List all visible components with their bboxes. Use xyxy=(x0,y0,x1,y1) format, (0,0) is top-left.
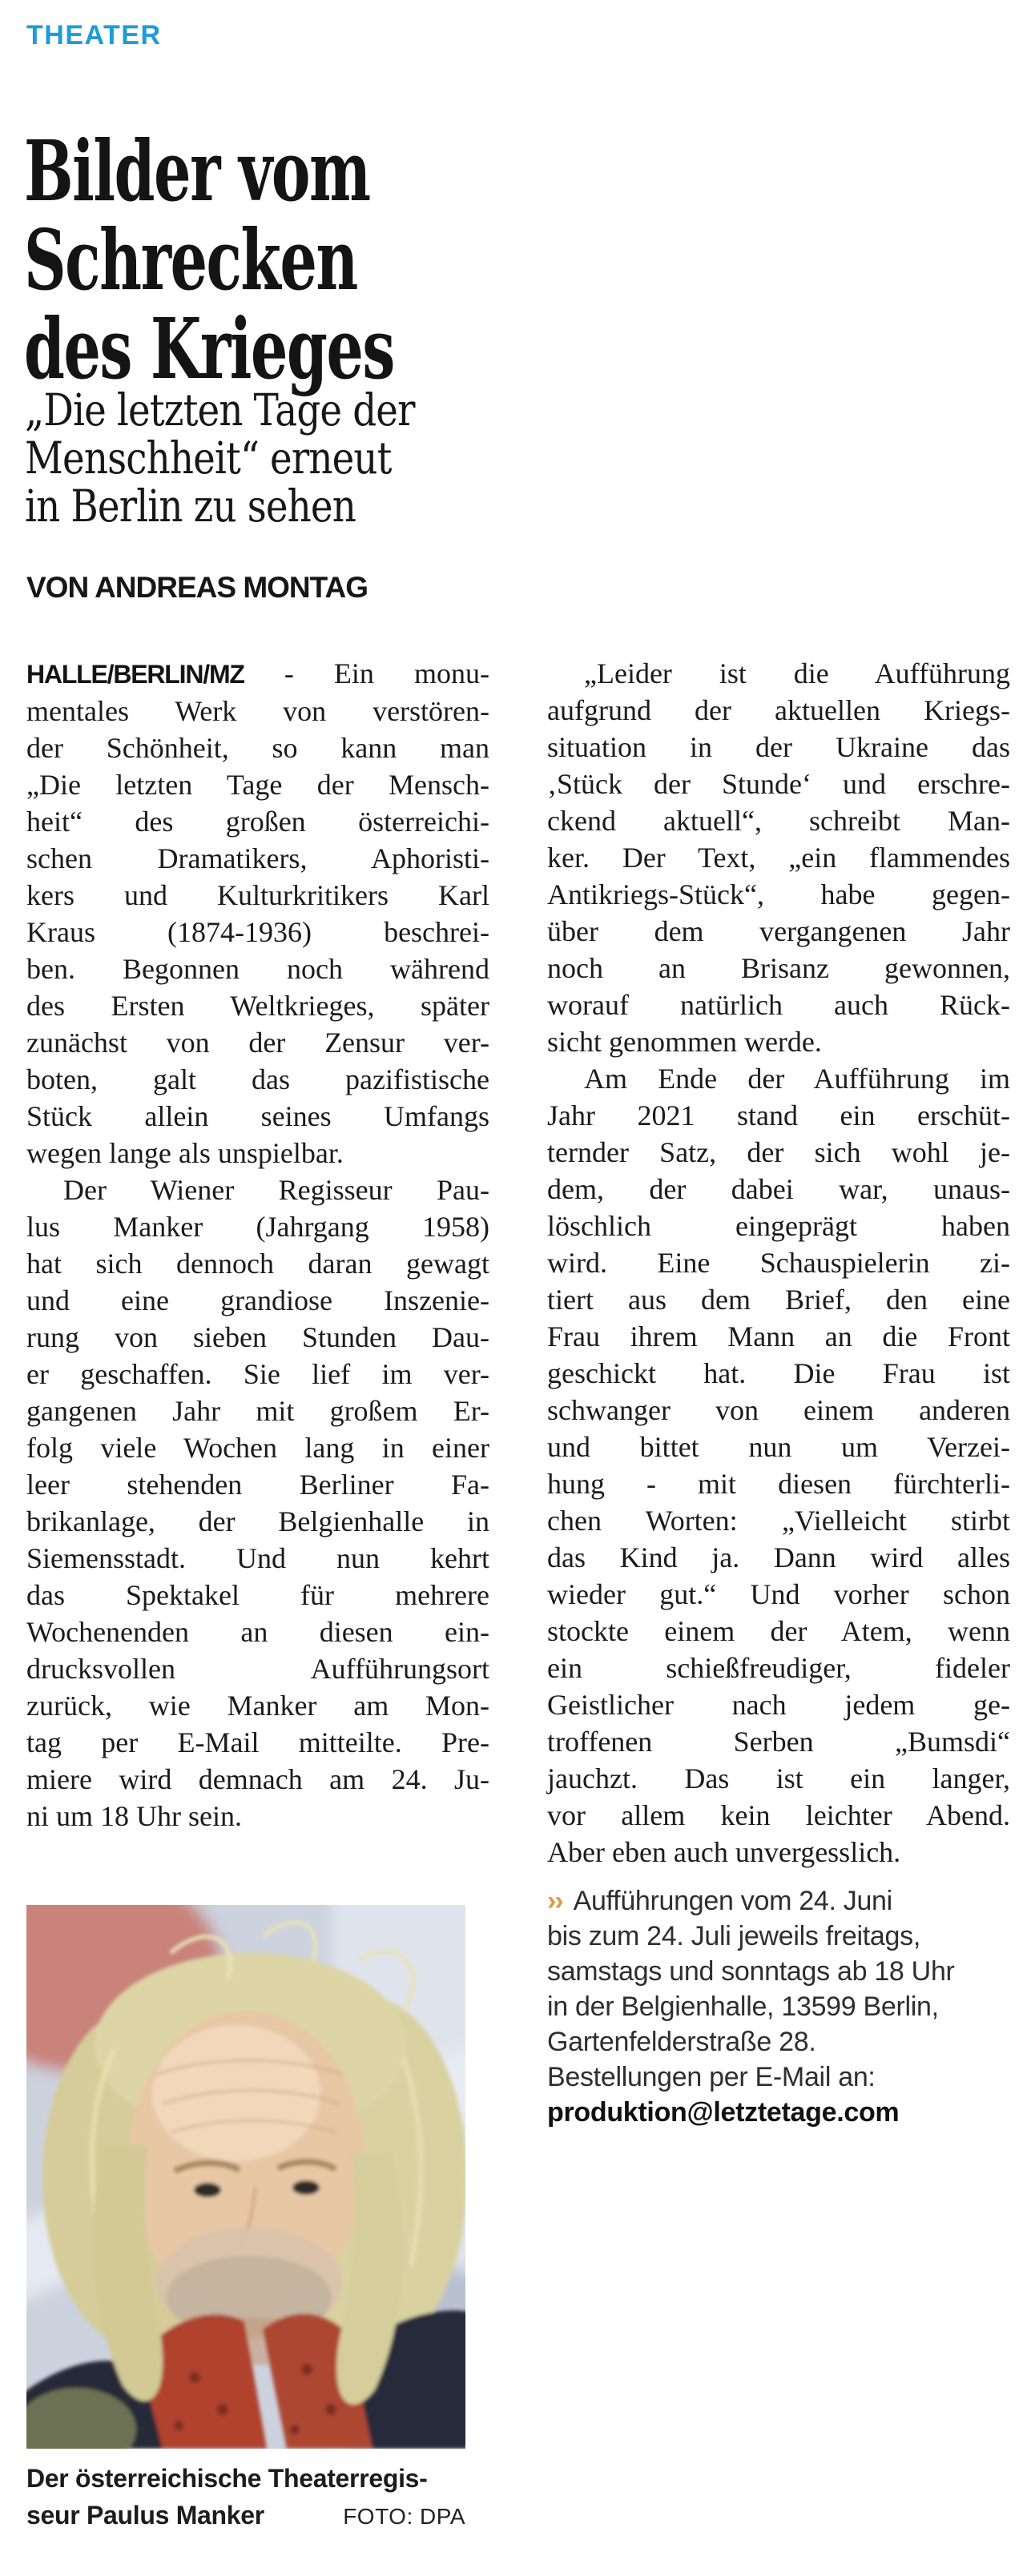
text-line: drucksvollen Aufführungsort xyxy=(26,1653,489,1685)
text-line: „Die letzten Tage der Mensch- xyxy=(26,769,489,801)
text-line: stockte einem der Atem, wenn xyxy=(547,1615,1010,1647)
text-line: und eine grandiose Inszenie- xyxy=(26,1284,489,1316)
text-line: Frau ihrem Mann an die Front xyxy=(547,1320,1010,1352)
text-line: des Ersten Weltkrieges, später xyxy=(26,990,489,1022)
text-line: dem, der dabei war, unaus- xyxy=(547,1173,1010,1205)
text-line: sicht genommen werde. xyxy=(547,1026,822,1058)
text-line: lus Manker (Jahrgang 1958) xyxy=(26,1211,489,1243)
photo-paulus-manker xyxy=(26,1905,465,2449)
text-line: ben. Begonnen noch während xyxy=(26,953,489,985)
text-line: ›› Aufführungen vom 24. Juni xyxy=(547,1886,892,1916)
text-line: Geistlicher nach jedem ge- xyxy=(547,1689,1010,1721)
kicker-theater: THEATER xyxy=(26,20,162,50)
text-line: Gartenfelderstraße 28. xyxy=(547,2027,816,2057)
text-line: Bilder vom xyxy=(24,121,370,220)
text-line: ni um 18 Uhr sein. xyxy=(26,1800,242,1832)
paragraph xyxy=(26,1171,489,1835)
article-column-right xyxy=(547,655,1010,1871)
text-line: wieder gut.“ Und vorher schon xyxy=(547,1578,1010,1610)
text-line: Schrecken xyxy=(24,210,357,309)
text-line: ‚Stück der Stunde‘ und erschre- xyxy=(547,768,1010,800)
text-line: Der Wiener Regisseur Pau- xyxy=(63,1174,489,1206)
paragraph xyxy=(26,655,489,1171)
headline xyxy=(24,121,529,398)
text-line: aufgrund der aktuellen Kriegs- xyxy=(547,694,1010,726)
text-line: vor allem kein leichter Abend. xyxy=(547,1799,1010,1831)
text-line: über dem vergangenen Jahr xyxy=(547,915,1010,947)
text-line: gangenen Jahr mit großem Er- xyxy=(26,1395,489,1427)
text-line: tag per E-Mail mitteilte. Pre- xyxy=(26,1726,489,1758)
text-line: zunächst von der Zensur ver- xyxy=(26,1027,489,1059)
text-line: das Kind ja. Dann wird alles xyxy=(547,1541,1010,1573)
text-line: boten, galt das pazifistische xyxy=(26,1063,489,1095)
text-line: löschlich eingeprägt haben xyxy=(547,1210,1010,1242)
text-line: produktion@letztetage.com xyxy=(547,2097,900,2128)
text-line: des Krieges xyxy=(24,299,394,398)
text-line: troffenen Serben „Bumsdi“ xyxy=(547,1726,1010,1758)
text-line: hat sich dennoch daran gewagt xyxy=(26,1248,489,1280)
text-line: Antikriegs-Stück“, habe gegen- xyxy=(547,878,1010,910)
text-line: der Schönheit, so kann man xyxy=(26,732,489,764)
caption-line: Der österreichische Theaterregis- xyxy=(26,2464,428,2493)
text-line: noch an Brisanz gewonnen, xyxy=(547,952,1010,984)
subheadline xyxy=(25,386,556,530)
text-line: „Leider ist die Aufführung xyxy=(584,657,1010,689)
text-line: situation in der Ukraine das xyxy=(547,731,1010,763)
text-line: Stück allein seines Umfangs xyxy=(26,1100,489,1132)
article-column-left xyxy=(26,655,489,1835)
text-line: ein schießfreudiger, fideler xyxy=(547,1652,1010,1684)
text-line: Am Ende der Aufführung im xyxy=(584,1063,1010,1095)
text-line: „Die letzten Tage der xyxy=(25,384,415,436)
text-line: Wochenenden an diesen ein- xyxy=(26,1616,489,1648)
text-line: Aber eben auch unvergesslich. xyxy=(547,1836,901,1868)
text-line: chen Worten: „Vielleicht stirbt xyxy=(547,1505,1010,1537)
text-line: geschickt hat. Die Frau ist xyxy=(547,1357,1010,1389)
photo-credit: FOTO: DPA xyxy=(343,2504,465,2529)
text-line: hung - mit diesen fürchterli- xyxy=(547,1468,1010,1500)
text-line: leer stehenden Berliner Fa- xyxy=(26,1469,489,1501)
byline: VON ANDREAS MONTAG xyxy=(26,571,368,604)
text-line: das Spektakel für mehrere xyxy=(26,1579,489,1611)
text-line: schwanger von einem anderen xyxy=(547,1394,1010,1426)
text-line: Bestellungen per E-Mail an: xyxy=(547,2062,876,2092)
text-line: wird. Eine Schauspielerin zi- xyxy=(547,1247,1010,1279)
infobox-arrow-icon: ›› xyxy=(547,1886,562,1916)
text-line: und bittet nun um Verzei- xyxy=(547,1431,1010,1463)
text-line: wegen lange als unspielbar. xyxy=(26,1137,344,1169)
photo-caption xyxy=(26,2460,465,2535)
text-line: Siemensstadt. Und nun kehrt xyxy=(26,1542,489,1574)
event-infobox xyxy=(547,1883,1010,2130)
caption-line: seur Paulus Manker xyxy=(26,2501,264,2530)
text-line: miere wird demnach am 24. Ju- xyxy=(26,1763,489,1795)
text-line: Menschheit“ erneut xyxy=(25,432,392,484)
paragraph xyxy=(547,655,1010,1060)
dateline: HALLE/BERLIN/MZ xyxy=(26,660,244,689)
text-line: samstags und sonntags ab 18 Uhr xyxy=(547,1956,955,1987)
text-line: folg viele Wochen lang in einer xyxy=(26,1432,489,1464)
text-line: brikanlage, der Belgienhalle in xyxy=(26,1505,489,1537)
text-line: tiert aus dem Brief, den eine xyxy=(547,1284,1010,1316)
text-line: ternder Satz, der sich wohl je- xyxy=(547,1136,1010,1168)
text-line: Kraus (1874-1936) beschrei- xyxy=(26,916,489,948)
text-line: mentales Werk von verstören- xyxy=(26,695,489,727)
text-line: schen Dramatikers, Aphoristi- xyxy=(26,842,489,874)
text-line: Jahr 2021 stand ein erschüt- xyxy=(547,1099,1010,1131)
text-line: zurück, wie Manker am Mon- xyxy=(26,1690,489,1722)
text-line: rung von sieben Stunden Dau- xyxy=(26,1321,489,1353)
text-line: worauf natürlich auch Rück- xyxy=(547,989,1010,1021)
text-line: in der Belgienhalle, 13599 Berlin, xyxy=(547,1991,939,2022)
text-line: heit“ des großen österreichi- xyxy=(26,806,489,838)
text-line: kers und Kulturkritikers Karl xyxy=(26,879,489,911)
text-line: HALLE/BERLIN/MZ - Ein monu- xyxy=(26,657,489,689)
text-line: in Berlin zu sehen xyxy=(25,480,356,532)
text-line: bis zum 24. Juli jeweils freitags, xyxy=(547,1921,920,1951)
text-line: er geschaffen. Sie lief im ver- xyxy=(26,1358,489,1390)
text-line: ckend aktuell“, schreibt Man- xyxy=(547,805,1010,837)
paragraph xyxy=(547,1060,1010,1871)
text-line: ker. Der Text, „ein flammendes xyxy=(547,842,1010,874)
text-line: jauchzt. Das ist ein langer, xyxy=(547,1762,1010,1794)
